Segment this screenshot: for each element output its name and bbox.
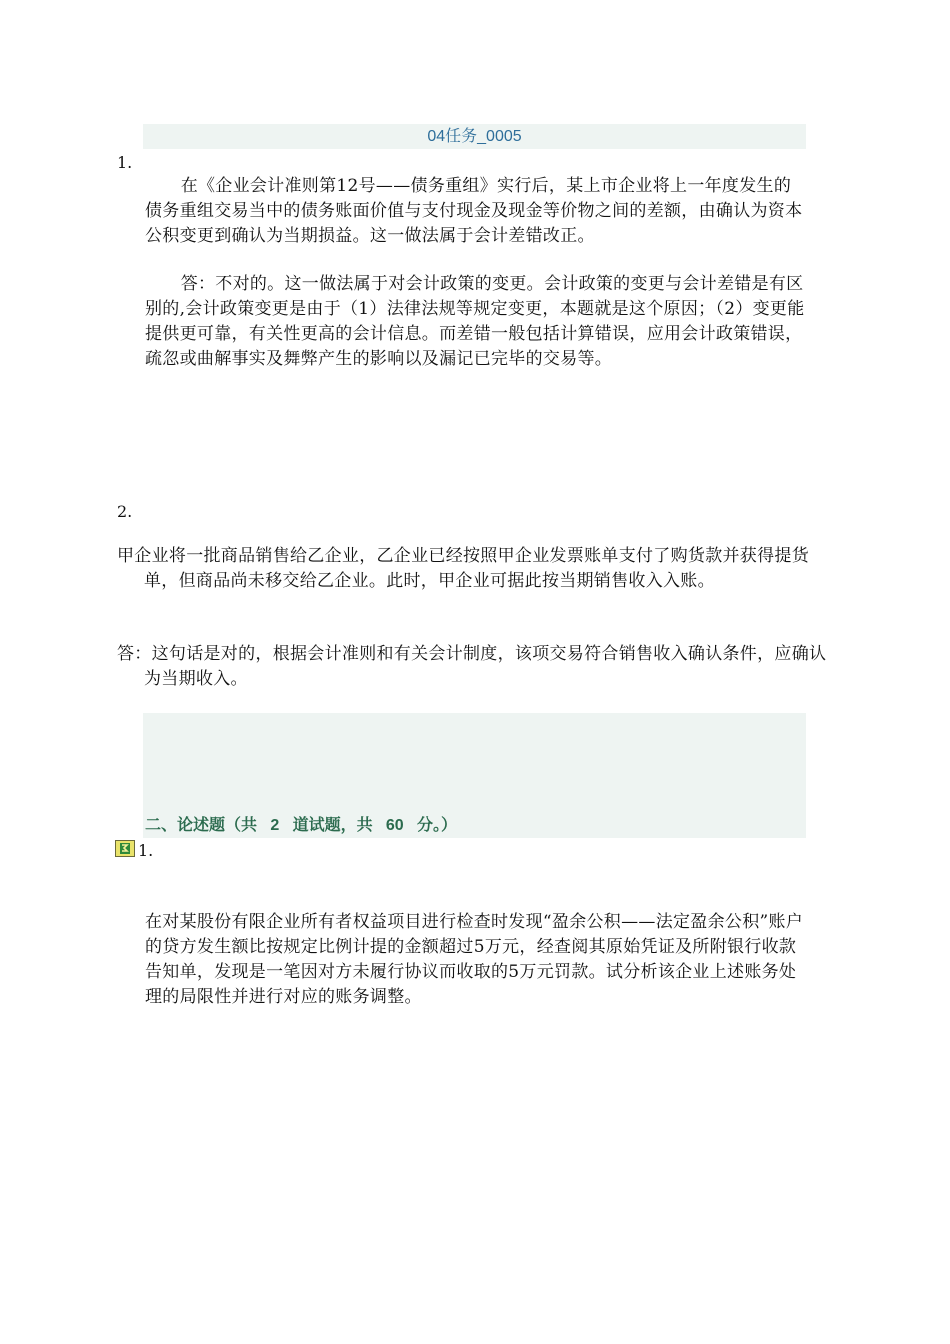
section-title: 二、论述题（共 2 道试题，共 60 分。）: [145, 817, 458, 834]
question-icon: [115, 840, 135, 857]
question-2-answer: 答：这句话是对的，根据会计准则和有关会计制度，该项交易符合销售收入确认条件，应确认为当期收入。: [117, 644, 827, 689]
page-title: 04任务_0005: [427, 128, 522, 145]
question-1-number: 1.: [117, 153, 133, 172]
question-1-text: 在《企业会计准则第12号——债务重组》实行后，某上市企业将上一年度发生的债务重组交易当中的债务账面价值与支付现金及现金等价物之间的差额，由确认为资本公积变更到确认为当期损益。这一做法属于会计差错改正。: [145, 176, 803, 246]
question-2-number: 2.: [117, 502, 133, 521]
question-2-text: 甲企业将一批商品销售给乙企业，乙企业已经按照甲企业发票账单支付了购货款并获得提货单，但商品尚未移交给乙企业。此时，甲企业可据此按当期销售收入入账。: [117, 546, 809, 591]
essay-1-text: 在对某股份有限企业所有者权益项目进行检查时发现“盈余公积——法定盈余公积”账户的贷方发生额比按规定比例计提的金额超过5万元，经查阅其原始凭证及所附银行收款告知单，发现是一笔因对方未履行协议而收取的5万元罚款。试分析该企业上述账务处理的局限性并进行对应的账务调整。: [145, 912, 804, 1007]
question-1-answer: 答：不对的。这一做法属于对会计政策的变更。会计政策的变更与会计差错是有区别的,会计政策变更是由于（1）法律法规等规定变更，本题就是这个原因；（2）变更能提供更可靠，有关性更高的会计信息。而差错一般包括计算错误，应用会计政策错误，疏忽或曲解事实及舞弊产生的影响以及漏记已完毕的交易等。: [145, 274, 805, 369]
essay-1-number: 1.: [138, 841, 154, 860]
